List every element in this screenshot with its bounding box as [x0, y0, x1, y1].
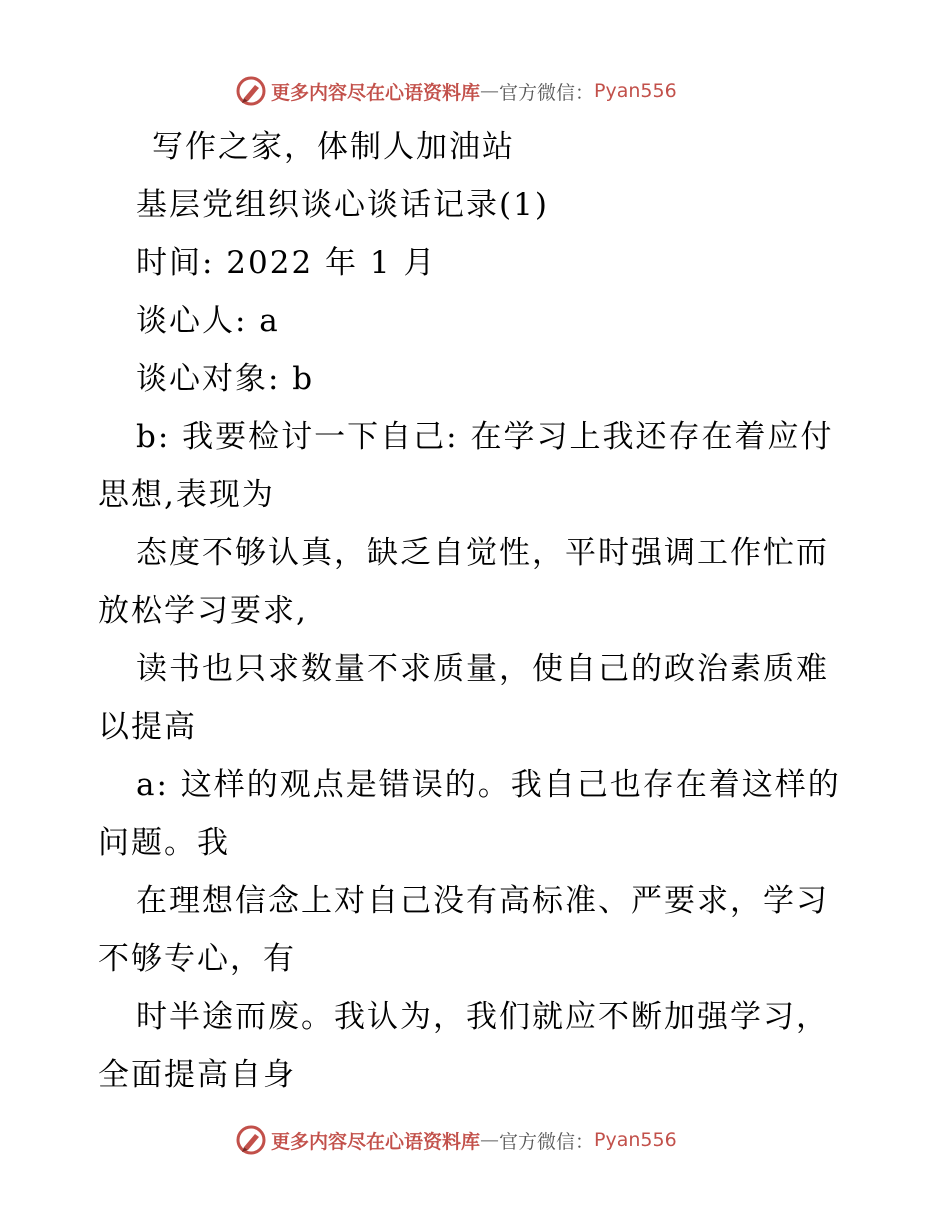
- pen-logo-icon: [235, 1124, 267, 1156]
- watermark-wechat-id: Pyan556: [594, 1129, 677, 1151]
- doc-line: 放松学习要求,: [98, 593, 308, 629]
- doc-line: 以提高: [98, 709, 197, 745]
- doc-line-talkee: 谈心对象: b: [136, 361, 315, 397]
- doc-line: 全面提高自身: [98, 1057, 296, 1093]
- doc-line: 态度不够认真，缺乏自觉性，平时强调工作忙而: [136, 535, 829, 571]
- watermark-main-text: 更多内容尽在心语资料库: [271, 1130, 481, 1153]
- doc-line: 思想,表现为: [98, 477, 275, 513]
- watermark-main-text: 更多内容尽在心语资料库: [271, 81, 481, 104]
- document-body: [98, 118, 858, 1104]
- watermark-wechat-label: 官方微信：: [499, 81, 595, 104]
- doc-line-slogan: 写作之家，体制人加油站: [152, 129, 515, 165]
- doc-line: 时半途而废。我认为，我们就应不断加强学习，: [136, 999, 829, 1035]
- doc-line: 读书也只求数量不求质量，使自己的政治素质难: [136, 651, 829, 687]
- watermark-wechat-id: Pyan556: [594, 80, 677, 102]
- watermark-dash: —: [480, 80, 500, 102]
- pen-logo-icon: [235, 75, 267, 107]
- doc-line: 问题。我: [98, 825, 230, 861]
- doc-line: 在理想信念上对自己没有高标准、严要求，学习: [136, 883, 829, 919]
- watermark-wechat-label: 官方微信：: [499, 1130, 595, 1153]
- doc-line: a: 这样的观点是错误的。我自己也存在着这样的: [136, 767, 841, 803]
- doc-line-talker: 谈心人: a: [136, 303, 280, 339]
- doc-line: 不够专心，有: [98, 941, 296, 977]
- doc-line-time: 时间: 2022 年 1 月: [136, 245, 437, 281]
- watermark-dash: —: [480, 1129, 500, 1151]
- footer-watermark: [235, 1122, 677, 1158]
- doc-line-title: 基层党组织谈心谈话记录(1): [136, 187, 549, 223]
- doc-line: b: 我要检讨一下自己: 在学习上我还存在着应付: [136, 419, 834, 455]
- header-watermark: [235, 73, 677, 109]
